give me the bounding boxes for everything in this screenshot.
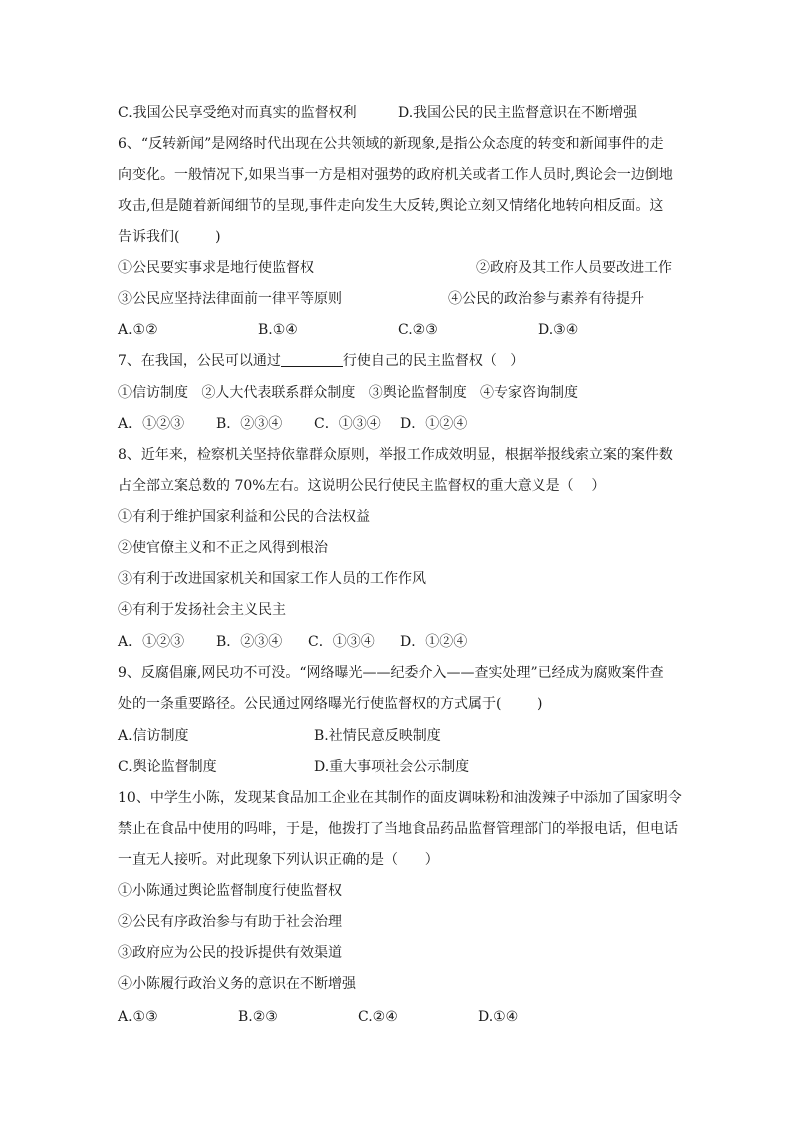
q6-statements-row-2 <box>118 289 678 309</box>
q6-stem-line-1: 6、“反转新闻”是网络时代出现在公共领域的新现象,是指公众态度的转变和新闻事件的走 <box>118 136 664 152</box>
q10-statement-2: ②公民有序政治参与有助于社会治理 <box>118 914 342 930</box>
q10-options <box>118 1007 678 1027</box>
q10-statement-4: ④小陈履行政治义务的意识在不断增强 <box>118 976 356 992</box>
q8-option-c: C．①③④ <box>308 634 375 650</box>
q9-option-a: A.信访制度 <box>118 728 189 744</box>
q6-statement-3: ③公民应坚持法律面前一律平等原则 <box>118 291 342 307</box>
q10-option-b: B.②③ <box>238 1009 278 1025</box>
q8-statement-3: ③有利于改进国家机关和国家工作人员的工作作风 <box>118 571 426 587</box>
q9-stem-line-2: 处的一条重要路径。公民通过网络曝光行使监督权的方式属于( ) <box>118 696 543 712</box>
q10-option-c: C.②④ <box>358 1009 398 1025</box>
q6-stem-line-3: 攻击,但是随着新闻细节的呈现,事件走向发生大反转,舆论立刻又情绪化地转向相反面。这 <box>118 198 664 214</box>
q10-option-a: A.①③ <box>118 1009 158 1025</box>
q7-stem-end: 行使自己的民主监督权（ ） <box>342 353 525 369</box>
q7-stem <box>118 351 524 371</box>
q9-option-c: C.舆论监督制度 <box>118 759 217 775</box>
q7-option-d: D．①②④ <box>400 416 468 432</box>
q6-option-d: D.③④ <box>538 322 579 338</box>
q10-stem-line-2: 禁止在食品中使用的吗啡，于是，他拨打了当地食品药品监督管理部门的举报电话，但电话 <box>118 821 678 837</box>
q7-statements: ①信访制度 ②人大代表联系群众制度 ③舆论监督制度 ④专家咨询制度 <box>118 385 579 401</box>
q7-option-b: B．②③④ <box>216 416 283 432</box>
q10-option-d: D.①④ <box>478 1009 519 1025</box>
q6-option-b: B.①④ <box>258 322 298 338</box>
q8-option-d: D．①②④ <box>400 634 468 650</box>
q6-statement-4: ④公民的政治参与素养有待提升 <box>448 291 644 307</box>
q8-option-b: B．②③④ <box>216 634 283 650</box>
q10-stem-line-1: 10、中学生小陈，发现某食品加工企业在其制作的面皮调味粉和油泼辣子中添加了国家明令 <box>118 790 682 806</box>
q6-statement-2: ②政府及其工作人员要改进工作 <box>476 260 672 276</box>
q9-option-d: D.重大事项社会公示制度 <box>314 759 470 775</box>
q8-statement-1: ①有利于维护国家利益和公民的合法权益 <box>118 509 370 525</box>
q6-statement-1: ①公民要实事求是地行使监督权 <box>118 260 314 276</box>
q5-option-d: D.我国公民的民主监督意识在不断增强 <box>398 105 638 121</box>
q7-blank <box>281 352 343 367</box>
q8-options <box>118 632 678 652</box>
q10-statement-3: ③政府应为公民的投诉提供有效渠道 <box>118 945 342 961</box>
q8-stem-line-2: 占全部立案总数的 70%左右。这说明公民行使民主监督权的重大意义是（ ） <box>118 478 606 494</box>
q6-statements-row-1 <box>118 258 678 278</box>
q6-option-a: A.①② <box>118 322 158 338</box>
q7-option-a: A．①②③ <box>118 416 185 432</box>
q10-stem-line-3: 一直无人接听。对此现象下列认识正确的是（ ） <box>118 852 439 868</box>
q6-stem-line-4: 告诉我们( ) <box>118 229 221 245</box>
q9-options-cd <box>118 757 678 777</box>
q5-options-cd <box>118 103 678 123</box>
q9-options-ab <box>118 726 678 746</box>
q8-option-a: A．①②③ <box>118 634 185 650</box>
q9-stem-line-1: 9、反腐倡廉,网民功不可没。“网络曝光——纪委介入——查实处理”已经成为腐败案件查 <box>118 665 664 681</box>
q8-stem-line-1: 8、近年来，检察机关坚持依靠群众原则，举报工作成效明显，根据举报线索立案的案件数 <box>118 447 673 463</box>
q10-statement-1: ①小陈通过舆论监督制度行使监督权 <box>118 883 342 899</box>
q7-options <box>118 414 678 434</box>
q7-option-c: C．①③④ <box>314 416 381 432</box>
q6-stem-line-2: 向变化。一般情况下,如果当事一方是相对强势的政府机关或者工作人员时,舆论会一边倒地 <box>118 167 673 183</box>
q6-options <box>118 320 678 340</box>
q6-option-c: C.②③ <box>398 322 438 338</box>
q5-option-c: C.我国公民享受绝对而真实的监督权利 <box>118 105 357 121</box>
q8-statement-2: ②使官僚主义和不正之风得到根治 <box>118 540 328 556</box>
q9-option-b: B.社情民意反映制度 <box>314 728 441 744</box>
q8-statement-4: ④有利于发扬社会主义民主 <box>118 602 286 618</box>
q7-stem-start: 7、在我国，公民可以通过 <box>118 353 281 369</box>
